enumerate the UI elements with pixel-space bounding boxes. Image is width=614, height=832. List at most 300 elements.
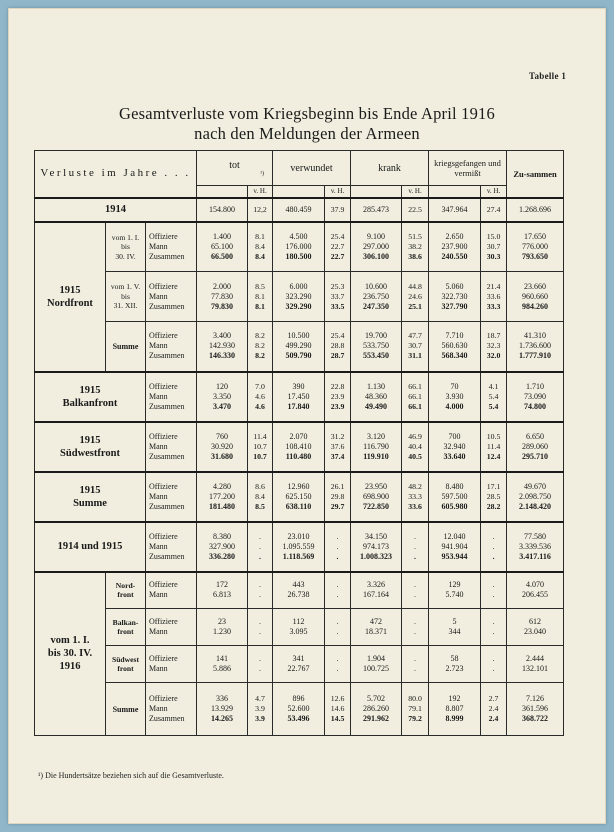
percent-cell-line: 8.2 bbox=[255, 331, 265, 341]
percent-cell-line: 12.4 bbox=[486, 451, 501, 461]
value-cell-line: 146.330 bbox=[209, 351, 236, 361]
percent-cell-line: 3.9 bbox=[255, 704, 265, 713]
percent-cell-line: . bbox=[336, 664, 339, 673]
value-cell-line: 390 bbox=[292, 381, 305, 391]
row-type-labels-line: Zusammen bbox=[149, 401, 185, 411]
percent-cell bbox=[481, 522, 507, 572]
percent-cell-line: 2.4 bbox=[488, 704, 499, 713]
percent-cell-line: 46.9 bbox=[408, 431, 422, 441]
table-row bbox=[35, 572, 564, 609]
value-cell bbox=[197, 522, 248, 572]
value-cell-line: 3.326 bbox=[367, 580, 386, 590]
percent-cell-line: 8.4 bbox=[255, 491, 265, 501]
value-cell-line: 361.596 bbox=[522, 704, 549, 713]
value-cell-line: 1.904 bbox=[367, 654, 386, 663]
percent-cell-line: . bbox=[259, 664, 261, 673]
row-label-1915-suedwestfront-line: 1915 bbox=[79, 434, 101, 446]
summe-label: Summe bbox=[106, 322, 146, 372]
table-row bbox=[35, 646, 564, 683]
value-cell-line: 953.944 bbox=[441, 551, 468, 561]
row-type-labels-line: Mann bbox=[149, 291, 168, 301]
value-cell-line: 960.660 bbox=[522, 291, 549, 301]
value-cell-line: 553.450 bbox=[363, 351, 390, 361]
value-cell-line: 984.260 bbox=[522, 301, 549, 311]
value-cell-line: 17.840 bbox=[287, 401, 310, 411]
value-cell-line: 1.400 bbox=[213, 231, 232, 241]
vh-header: v. H. bbox=[325, 186, 351, 198]
percent-cell-line: 47.7 bbox=[408, 331, 422, 341]
value-cell-line: 100.725 bbox=[363, 664, 390, 673]
value-cell-line: 3.095 bbox=[289, 627, 308, 636]
value-cell bbox=[273, 322, 325, 372]
table-row bbox=[35, 609, 564, 646]
percent-cell-line: . bbox=[492, 551, 495, 561]
value-cell-line: 14.265 bbox=[211, 714, 234, 723]
row-label-1915-balkanfront bbox=[35, 372, 146, 422]
value-cell-line: 112 bbox=[292, 617, 305, 626]
percent-cell-line: 14.6 bbox=[330, 704, 345, 713]
percent-cell bbox=[325, 472, 351, 522]
value-cell-line: 776.000 bbox=[522, 241, 549, 251]
value-cell: 285.473 bbox=[351, 198, 402, 222]
percent-cell-line: 8.4 bbox=[255, 241, 265, 251]
value-cell bbox=[273, 683, 325, 736]
percent-cell-line: 8.2 bbox=[255, 351, 265, 361]
front-label-nord-line: Nord- bbox=[115, 580, 136, 590]
front-label-balkan-line: front bbox=[117, 627, 134, 636]
percent-cell-line: 80.0 bbox=[408, 694, 422, 703]
losses-table bbox=[34, 150, 564, 736]
percent-cell bbox=[248, 272, 273, 322]
tot-footnote-mark: ¹) bbox=[260, 170, 265, 177]
percent-cell-line: 7.0 bbox=[255, 381, 265, 391]
value-cell-line: 2.098.750 bbox=[519, 491, 552, 501]
vh-spacer bbox=[197, 186, 248, 198]
value-cell bbox=[507, 372, 564, 422]
value-cell-line: 180.500 bbox=[285, 251, 312, 261]
row-label-1916-line: bis 30. IV. bbox=[47, 648, 93, 660]
value-cell: 154.800 bbox=[197, 198, 248, 222]
percent-cell-line: 2.4 bbox=[488, 714, 499, 723]
value-cell-line: 336 bbox=[216, 694, 229, 703]
value-cell-line: 4.500 bbox=[289, 231, 308, 241]
value-cell-line: 33.640 bbox=[443, 451, 466, 461]
tot-label: tot bbox=[229, 159, 240, 171]
percent-cell-line: 10.7 bbox=[253, 441, 267, 451]
value-cell-line: 698.900 bbox=[363, 491, 390, 501]
value-cell-line: 6.650 bbox=[526, 431, 545, 441]
percent-cell bbox=[481, 272, 507, 322]
percent-cell-line: 33.5 bbox=[330, 301, 345, 311]
value-cell-line: 289.060 bbox=[522, 441, 549, 451]
value-cell bbox=[197, 472, 248, 522]
value-cell bbox=[273, 272, 325, 322]
value-cell-line: 1.008.323 bbox=[360, 551, 393, 561]
value-cell-line: 58 bbox=[450, 654, 459, 663]
value-cell-line: 120 bbox=[216, 381, 229, 391]
percent-cell-line: . bbox=[492, 627, 495, 636]
value-cell-line: 568.340 bbox=[441, 351, 468, 361]
value-cell-line: 240.550 bbox=[441, 251, 468, 261]
value-cell-line: 6.000 bbox=[289, 281, 308, 291]
value-cell-line: 327.900 bbox=[209, 541, 236, 551]
percent-cell-line: . bbox=[259, 590, 261, 600]
percent-cell-line: 8.2 bbox=[255, 341, 265, 351]
percent-cell: 22.5 bbox=[402, 198, 429, 222]
percent-cell-line: 22.7 bbox=[330, 241, 345, 251]
document-title: Gesamtverluste vom Kriegsbeginn bis Ende April 1916 bbox=[119, 104, 495, 123]
table-row bbox=[35, 272, 564, 322]
value-cell-line: 3.930 bbox=[445, 391, 464, 401]
percent-cell bbox=[481, 222, 507, 272]
value-cell-line: 760 bbox=[216, 431, 229, 441]
percent-cell-line: . bbox=[492, 531, 495, 541]
vh-header: v. H. bbox=[248, 186, 273, 198]
percent-cell: 37.9 bbox=[325, 198, 351, 222]
value-cell-line: 73.090 bbox=[524, 391, 547, 401]
percent-cell-line: . bbox=[259, 580, 261, 590]
percent-cell bbox=[402, 372, 429, 422]
row-type-labels-line: Mann bbox=[149, 541, 168, 551]
value-cell bbox=[273, 522, 325, 572]
percent-cell-line: 25.1 bbox=[408, 301, 422, 311]
value-cell-line: 291.962 bbox=[363, 714, 390, 723]
value-cell-line: 237.900 bbox=[441, 241, 468, 251]
value-cell bbox=[429, 322, 481, 372]
period-label bbox=[106, 272, 146, 322]
period-label-line: vom 1. I. bbox=[111, 232, 140, 242]
percent-cell bbox=[481, 322, 507, 372]
percent-cell bbox=[402, 222, 429, 272]
percent-cell bbox=[248, 422, 273, 472]
percent-cell bbox=[248, 322, 273, 372]
value-cell-line: 4.000 bbox=[445, 401, 464, 411]
percent-cell-line: . bbox=[492, 664, 495, 673]
vh-spacer bbox=[429, 186, 481, 198]
row-type-labels-line: Offiziere bbox=[149, 281, 178, 291]
percent-cell bbox=[402, 272, 429, 322]
value-cell-line: 344 bbox=[448, 627, 461, 636]
value-cell-line: 19.700 bbox=[365, 331, 388, 341]
percent-cell bbox=[248, 609, 273, 646]
percent-cell-line: 8.1 bbox=[255, 231, 265, 241]
percent-cell-line: 32.3 bbox=[486, 341, 501, 351]
row-type-labels-line: Mann bbox=[149, 241, 168, 251]
row-type-labels-line: Zusammen bbox=[149, 714, 185, 723]
table-row bbox=[35, 422, 564, 472]
percent-cell-line: 17.1 bbox=[486, 481, 501, 491]
percent-cell bbox=[248, 372, 273, 422]
row-label-1915-nordfront bbox=[35, 222, 106, 372]
value-cell-line: 108.410 bbox=[285, 441, 312, 451]
value-cell-line: 4.070 bbox=[526, 580, 545, 590]
table-row bbox=[35, 683, 564, 736]
value-cell bbox=[507, 572, 564, 609]
percent-cell-line: . bbox=[336, 627, 339, 636]
value-cell-line: 1.118.569 bbox=[282, 551, 315, 561]
value-cell-line: 17.650 bbox=[524, 231, 547, 241]
row-label-1916 bbox=[35, 572, 106, 736]
value-cell bbox=[273, 609, 325, 646]
percent-cell-line: . bbox=[259, 654, 261, 663]
percent-cell-line: . bbox=[414, 551, 416, 561]
percent-cell: 12,2 bbox=[248, 198, 273, 222]
period-label-line: 31. XII. bbox=[113, 301, 138, 311]
percent-cell bbox=[248, 522, 273, 572]
value-cell-line: 2.723 bbox=[445, 664, 464, 673]
value-cell-line: 9.100 bbox=[367, 231, 386, 241]
value-cell-line: 612 bbox=[529, 617, 542, 626]
percent-cell-line: 12.6 bbox=[330, 694, 345, 703]
value-cell-line: 323.290 bbox=[285, 291, 312, 301]
value-cell-line: 974.173 bbox=[363, 541, 390, 551]
row-type-labels bbox=[146, 222, 197, 272]
percent-cell-line: . bbox=[492, 654, 495, 663]
value-cell bbox=[507, 222, 564, 272]
value-cell bbox=[507, 272, 564, 322]
row-type-labels-line: Offiziere bbox=[149, 694, 178, 703]
value-cell bbox=[197, 322, 248, 372]
value-cell-line: 79.830 bbox=[211, 301, 234, 311]
percent-cell bbox=[402, 522, 429, 572]
value-cell-line: 110.480 bbox=[285, 451, 312, 461]
value-cell bbox=[351, 472, 402, 522]
value-cell-line: 7.126 bbox=[526, 694, 545, 703]
percent-cell bbox=[248, 683, 273, 736]
percent-cell-line: 31.1 bbox=[408, 351, 422, 361]
value-cell bbox=[197, 609, 248, 646]
percent-cell-line: 11.4 bbox=[486, 441, 501, 451]
value-cell bbox=[429, 422, 481, 472]
percent-cell-line: 37.6 bbox=[330, 441, 345, 451]
value-cell-line: 8.999 bbox=[445, 714, 464, 723]
value-cell-line: 132.101 bbox=[522, 664, 549, 673]
period-label-line: vom 1. V. bbox=[110, 282, 141, 292]
front-label-balkan bbox=[106, 609, 146, 646]
percent-cell-line: 28.8 bbox=[330, 341, 345, 351]
value-cell: 347.964 bbox=[429, 198, 481, 222]
percent-cell bbox=[481, 609, 507, 646]
value-cell-line: 10.600 bbox=[365, 281, 388, 291]
value-cell-line: 341 bbox=[292, 654, 305, 663]
row-type-labels bbox=[146, 272, 197, 322]
value-cell bbox=[273, 646, 325, 683]
value-cell bbox=[507, 646, 564, 683]
value-cell-line: 119.910 bbox=[363, 451, 389, 461]
value-cell-line: 23.950 bbox=[365, 481, 388, 491]
percent-cell-line: . bbox=[414, 627, 416, 636]
row-label-1915-suedwestfront-line: Südwestfront bbox=[60, 447, 120, 459]
percent-cell-line: . bbox=[492, 590, 495, 600]
percent-cell-line: 37.4 bbox=[330, 451, 345, 461]
row-type-labels-line: Offiziere bbox=[149, 381, 178, 391]
percent-cell-line: . bbox=[336, 617, 339, 626]
row-type-labels-line: Zusammen bbox=[149, 501, 185, 511]
table-row bbox=[35, 222, 564, 272]
row-type-labels-line: Mann bbox=[149, 491, 168, 501]
col-header-zusammen: Zu-sammen bbox=[507, 151, 564, 198]
value-cell: 1.268.696 bbox=[507, 198, 564, 222]
value-cell-line: 17.450 bbox=[287, 391, 310, 401]
row-type-labels-line: Mann bbox=[149, 627, 168, 636]
row-type-labels-line: Offiziere bbox=[149, 580, 178, 590]
value-cell-line: 1.230 bbox=[213, 627, 232, 636]
percent-cell-line: . bbox=[336, 654, 339, 663]
value-cell bbox=[351, 372, 402, 422]
percent-cell-line: . bbox=[414, 654, 416, 663]
percent-cell-line: 33.6 bbox=[408, 501, 422, 511]
value-cell-line: 5.886 bbox=[213, 664, 232, 673]
percent-cell-line: 29.8 bbox=[330, 491, 345, 501]
value-cell-line: 2.148.420 bbox=[519, 501, 552, 511]
value-cell-line: 6.813 bbox=[213, 590, 232, 600]
value-cell-line: 1.736.600 bbox=[519, 341, 552, 351]
value-cell-line: 141 bbox=[216, 654, 229, 663]
percent-cell-line: 23.9 bbox=[330, 401, 345, 411]
value-cell-line: 3.120 bbox=[367, 431, 386, 441]
percent-cell-line: 30.7 bbox=[408, 341, 422, 351]
percent-cell-line: 66.1 bbox=[408, 381, 422, 391]
row-type-labels bbox=[146, 422, 197, 472]
row-type-labels-line: Offiziere bbox=[149, 431, 178, 441]
value-cell-line: 177.200 bbox=[209, 491, 236, 501]
percent-cell-line: . bbox=[259, 531, 261, 541]
value-cell bbox=[197, 272, 248, 322]
row-label-1915-summe-line: Summe bbox=[73, 497, 107, 509]
table-row bbox=[35, 472, 564, 522]
value-cell-line: 176.000 bbox=[285, 241, 312, 251]
value-cell-line: 638.110 bbox=[285, 501, 312, 511]
value-cell-line: 336.280 bbox=[209, 551, 236, 561]
value-cell-line: 77.580 bbox=[524, 531, 547, 541]
value-cell-line: 306.100 bbox=[363, 251, 390, 261]
percent-cell-line: 14.5 bbox=[330, 714, 345, 723]
value-cell-line: 74.800 bbox=[524, 401, 547, 411]
value-cell-line: 8.807 bbox=[445, 704, 464, 713]
percent-cell-line: 10.5 bbox=[486, 431, 501, 441]
percent-cell bbox=[325, 372, 351, 422]
table-row bbox=[35, 198, 564, 222]
row-label-1916-line: 1916 bbox=[59, 661, 81, 673]
value-cell-line: 65.100 bbox=[211, 241, 234, 251]
value-cell-line: 560.630 bbox=[441, 341, 468, 351]
percent-cell-line: 44.8 bbox=[408, 281, 422, 291]
percent-cell-line: . bbox=[492, 617, 495, 626]
value-cell-line: 192 bbox=[448, 694, 461, 703]
value-cell-line: 1.130 bbox=[367, 381, 386, 391]
percent-cell bbox=[402, 422, 429, 472]
percent-cell-line: 23.9 bbox=[330, 391, 345, 401]
percent-cell-line: 8.1 bbox=[255, 301, 265, 311]
value-cell-line: 3.417.116 bbox=[519, 551, 551, 561]
value-cell bbox=[429, 683, 481, 736]
value-cell bbox=[507, 522, 564, 572]
percent-cell-line: 30.3 bbox=[486, 251, 501, 261]
summe-label: Summe bbox=[106, 683, 146, 736]
value-cell bbox=[197, 646, 248, 683]
value-cell-line: 793.650 bbox=[522, 251, 549, 261]
value-cell-line: 295.710 bbox=[522, 451, 549, 461]
percent-cell-line: 28.5 bbox=[486, 491, 501, 501]
period-label-line: bis bbox=[121, 291, 130, 301]
footnote: ¹) Die Hundertsätze beziehen sich auf die Gesamtverluste. bbox=[38, 771, 224, 780]
percent-cell bbox=[325, 422, 351, 472]
percent-cell-line: 4.6 bbox=[255, 401, 265, 411]
value-cell-line: 53.496 bbox=[287, 714, 310, 723]
row-type-labels-line: Zusammen bbox=[149, 551, 185, 561]
value-cell-line: 247.350 bbox=[363, 301, 390, 311]
value-cell-line: 1.095.559 bbox=[282, 541, 315, 551]
value-cell-line: 700 bbox=[448, 431, 461, 441]
value-cell-line: 2.000 bbox=[213, 281, 232, 291]
value-cell-line: 23.040 bbox=[524, 627, 547, 636]
row-type-labels-line: Offiziere bbox=[149, 231, 178, 241]
value-cell bbox=[429, 272, 481, 322]
col-header-gefangen: kriegsgefangen und vermißt bbox=[429, 151, 507, 186]
value-cell-line: 368.722 bbox=[522, 714, 549, 723]
percent-cell bbox=[402, 472, 429, 522]
vh-header: v. H. bbox=[402, 186, 429, 198]
percent-cell-line: 33.6 bbox=[486, 291, 501, 301]
front-label-suedwest bbox=[106, 646, 146, 683]
percent-cell bbox=[481, 572, 507, 609]
value-cell-line: 5.740 bbox=[445, 590, 464, 600]
percent-cell-line: 8.6 bbox=[255, 481, 265, 491]
value-cell-line: 48.360 bbox=[365, 391, 388, 401]
row-type-labels-line: Mann bbox=[149, 341, 168, 351]
value-cell bbox=[197, 422, 248, 472]
percent-cell-line: 24.6 bbox=[408, 291, 422, 301]
table-number: Tabelle 1 bbox=[529, 71, 567, 81]
percent-cell-line: 30.7 bbox=[486, 241, 501, 251]
percent-cell-line: 11.4 bbox=[253, 431, 267, 441]
percent-cell-line: 38.6 bbox=[408, 251, 422, 261]
value-cell bbox=[351, 609, 402, 646]
value-cell bbox=[351, 572, 402, 609]
value-cell-line: 77.830 bbox=[211, 291, 234, 301]
row-label-1915-summe-line: 1915 bbox=[79, 484, 101, 496]
value-cell bbox=[197, 683, 248, 736]
row-type-labels-line: Offiziere bbox=[149, 331, 178, 341]
value-cell-line: 3.350 bbox=[213, 391, 232, 401]
percent-cell bbox=[248, 222, 273, 272]
row-type-labels bbox=[146, 322, 197, 372]
value-cell bbox=[351, 222, 402, 272]
row-type-labels-line: Zusammen bbox=[149, 451, 185, 461]
percent-cell bbox=[481, 646, 507, 683]
value-cell bbox=[273, 372, 325, 422]
value-cell-line: 1.777.910 bbox=[519, 351, 552, 361]
percent-cell-line: 15.0 bbox=[486, 231, 501, 241]
row-type-labels-line: Offiziere bbox=[149, 481, 178, 491]
row-type-labels-line: Zusammen bbox=[149, 301, 185, 311]
value-cell-line: 5.702 bbox=[367, 694, 386, 703]
percent-cell-line: 3.9 bbox=[255, 714, 265, 723]
front-label-suedwest-line: Südwest bbox=[111, 654, 139, 664]
front-label-suedwest-line: front bbox=[117, 664, 134, 673]
percent-cell-line: . bbox=[414, 580, 416, 590]
table-row bbox=[35, 322, 564, 372]
value-cell-line: 3.400 bbox=[213, 331, 232, 341]
percent-cell-line: . bbox=[414, 541, 416, 551]
value-cell bbox=[351, 422, 402, 472]
row-type-labels bbox=[146, 572, 197, 609]
value-cell bbox=[429, 372, 481, 422]
percent-cell bbox=[481, 422, 507, 472]
value-cell bbox=[273, 422, 325, 472]
value-cell-line: 116.790 bbox=[363, 441, 389, 451]
value-cell-line: 533.750 bbox=[363, 341, 390, 351]
